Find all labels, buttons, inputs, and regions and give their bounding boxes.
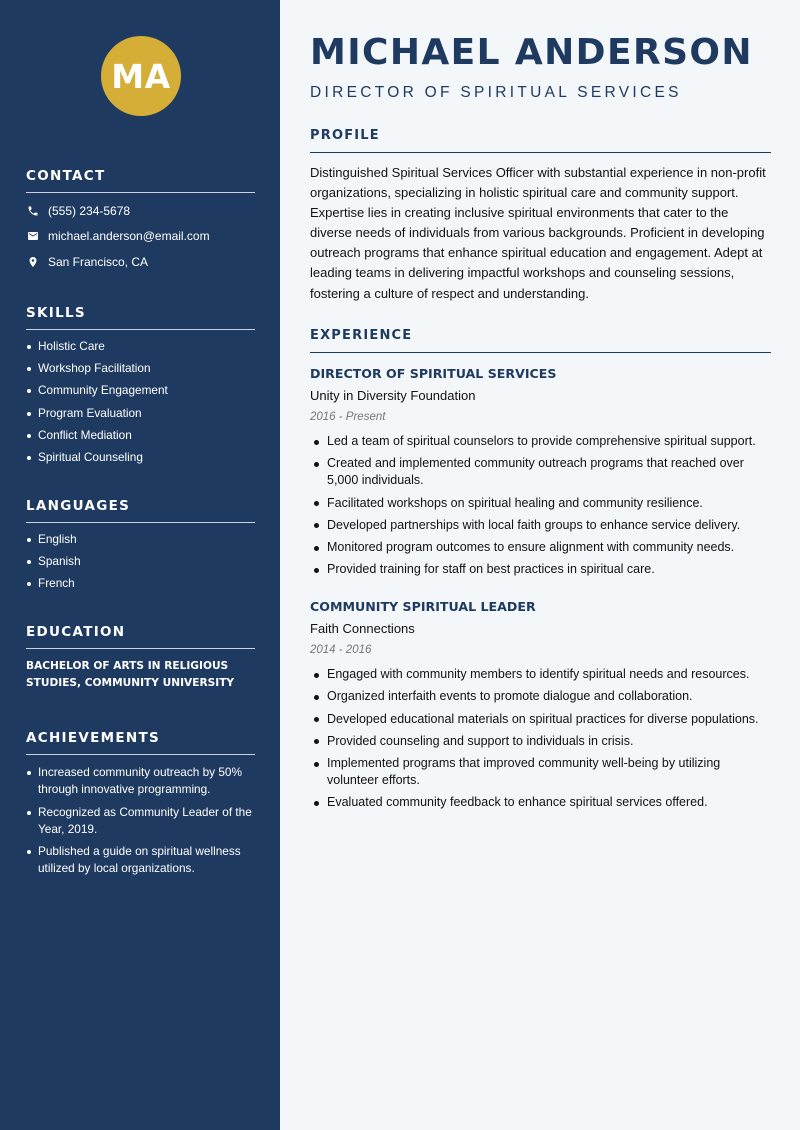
- language-item: Spanish: [26, 554, 255, 569]
- phone-text: (555) 234-5678: [48, 203, 131, 218]
- skill-item: Holistic Care: [26, 339, 255, 354]
- language-item: English: [26, 532, 255, 547]
- mail-icon: [26, 229, 40, 243]
- job-organization: Unity in Diversity Foundation: [310, 388, 476, 403]
- skill-item: Program Evaluation: [26, 406, 255, 421]
- contact-heading: CONTACT: [26, 168, 255, 193]
- avatar: [101, 36, 181, 116]
- map-pin-icon: [26, 255, 40, 269]
- location-text: San Francisco, CA: [48, 254, 149, 269]
- education-heading: EDUCATION: [26, 624, 255, 649]
- job-bullet: Facilitated workshops on spiritual healing and community resilience.: [310, 495, 771, 512]
- achievement-item: Published a guide on spiritual wellness utilized by local organizations.: [26, 843, 255, 877]
- education-section: [26, 624, 255, 692]
- phone-icon: [26, 204, 40, 218]
- skills-section: [26, 305, 255, 472]
- skill-item: Conflict Mediation: [26, 428, 255, 443]
- job-bullet: Monitored program outcomes to ensure alignment with community needs.: [310, 539, 771, 556]
- job-bullets: [310, 666, 771, 811]
- achievements-section: [26, 730, 255, 883]
- job-bullet: Led a team of spiritual counselors to provide comprehensive spiritual support.: [310, 433, 771, 450]
- job-bullets: [310, 433, 771, 578]
- contact-section: [26, 168, 255, 270]
- skills-heading: SKILLS: [26, 305, 255, 330]
- skill-item: Spiritual Counseling: [26, 450, 255, 465]
- achievement-item: Recognized as Community Leader of the Year, 2019.: [26, 804, 255, 838]
- avatar-initials: MA: [111, 56, 171, 96]
- contact-location: [26, 254, 255, 270]
- language-item: French: [26, 576, 255, 591]
- job-bullet: Developed partnerships with local faith groups to enhance service delivery.: [310, 517, 771, 534]
- achievements-heading: ACHIEVEMENTS: [26, 730, 255, 755]
- candidate-name: MICHAEL ANDERSON: [310, 32, 753, 73]
- job-bullet: Provided training for staff on best practices in spiritual care.: [310, 561, 771, 578]
- job-entry: [310, 366, 771, 584]
- profile-section: [310, 128, 771, 304]
- job-organization: Faith Connections: [310, 621, 415, 636]
- experience-heading: EXPERIENCE: [310, 328, 771, 353]
- skills-list: [26, 339, 255, 465]
- languages-section: [26, 498, 255, 599]
- job-bullet: Provided counseling and support to individuals in crisis.: [310, 733, 771, 750]
- candidate-title: DIRECTOR OF SPIRITUAL SERVICES: [310, 84, 682, 101]
- job-bullet: Implemented programs that improved community well-being by utilizing volunteer efforts.: [310, 755, 771, 789]
- contact-email: [26, 228, 255, 244]
- contact-phone: [26, 203, 255, 219]
- skill-item: Community Engagement: [26, 383, 255, 398]
- job-bullet: Evaluated community feedback to enhance spiritual services offered.: [310, 794, 771, 811]
- languages-heading: LANGUAGES: [26, 498, 255, 523]
- job-bullet: Engaged with community members to identify spiritual needs and resources.: [310, 666, 771, 683]
- languages-list: [26, 532, 255, 591]
- achievement-item: Increased community outreach by 50% through innovative programming.: [26, 764, 255, 798]
- job-entry: [310, 599, 771, 817]
- experience-section: [310, 328, 771, 353]
- achievements-list: [26, 764, 255, 877]
- profile-heading: PROFILE: [310, 128, 771, 153]
- job-dates: 2014 - 2016: [310, 644, 372, 656]
- sidebar: [0, 0, 280, 1130]
- job-role: DIRECTOR OF SPIRITUAL SERVICES: [310, 366, 557, 381]
- job-role: COMMUNITY SPIRITUAL LEADER: [310, 599, 536, 614]
- job-bullet: Organized interfaith events to promote dialogue and collaboration.: [310, 688, 771, 705]
- profile-text: Distinguished Spiritual Services Officer with substantial experience in non-profit organizations, specializing in holistic spiritual care and community support. Expertise lies in creating inclusive spiritual environments that cater to the diverse needs of individuals from various backgrounds. Proficient in developing outreach programs that enhance spiritual education and engagement. Adept at leading teams in delivering impactful workshops and counseling sessions, fostering a culture of respect and understanding.: [310, 165, 766, 301]
- job-dates: 2016 - Present: [310, 411, 386, 423]
- education-degree: BACHELOR OF ARTS IN RELIGIOUS STUDIES, COMMUNITY UNIVERSITY: [26, 660, 235, 689]
- job-bullet: Created and implemented community outreach programs that reached over 5,000 individuals.: [310, 455, 771, 489]
- skill-item: Workshop Facilitation: [26, 361, 255, 376]
- email-text: michael.anderson@email.com: [48, 229, 210, 244]
- job-bullet: Developed educational materials on spiritual practices for diverse populations.: [310, 711, 771, 728]
